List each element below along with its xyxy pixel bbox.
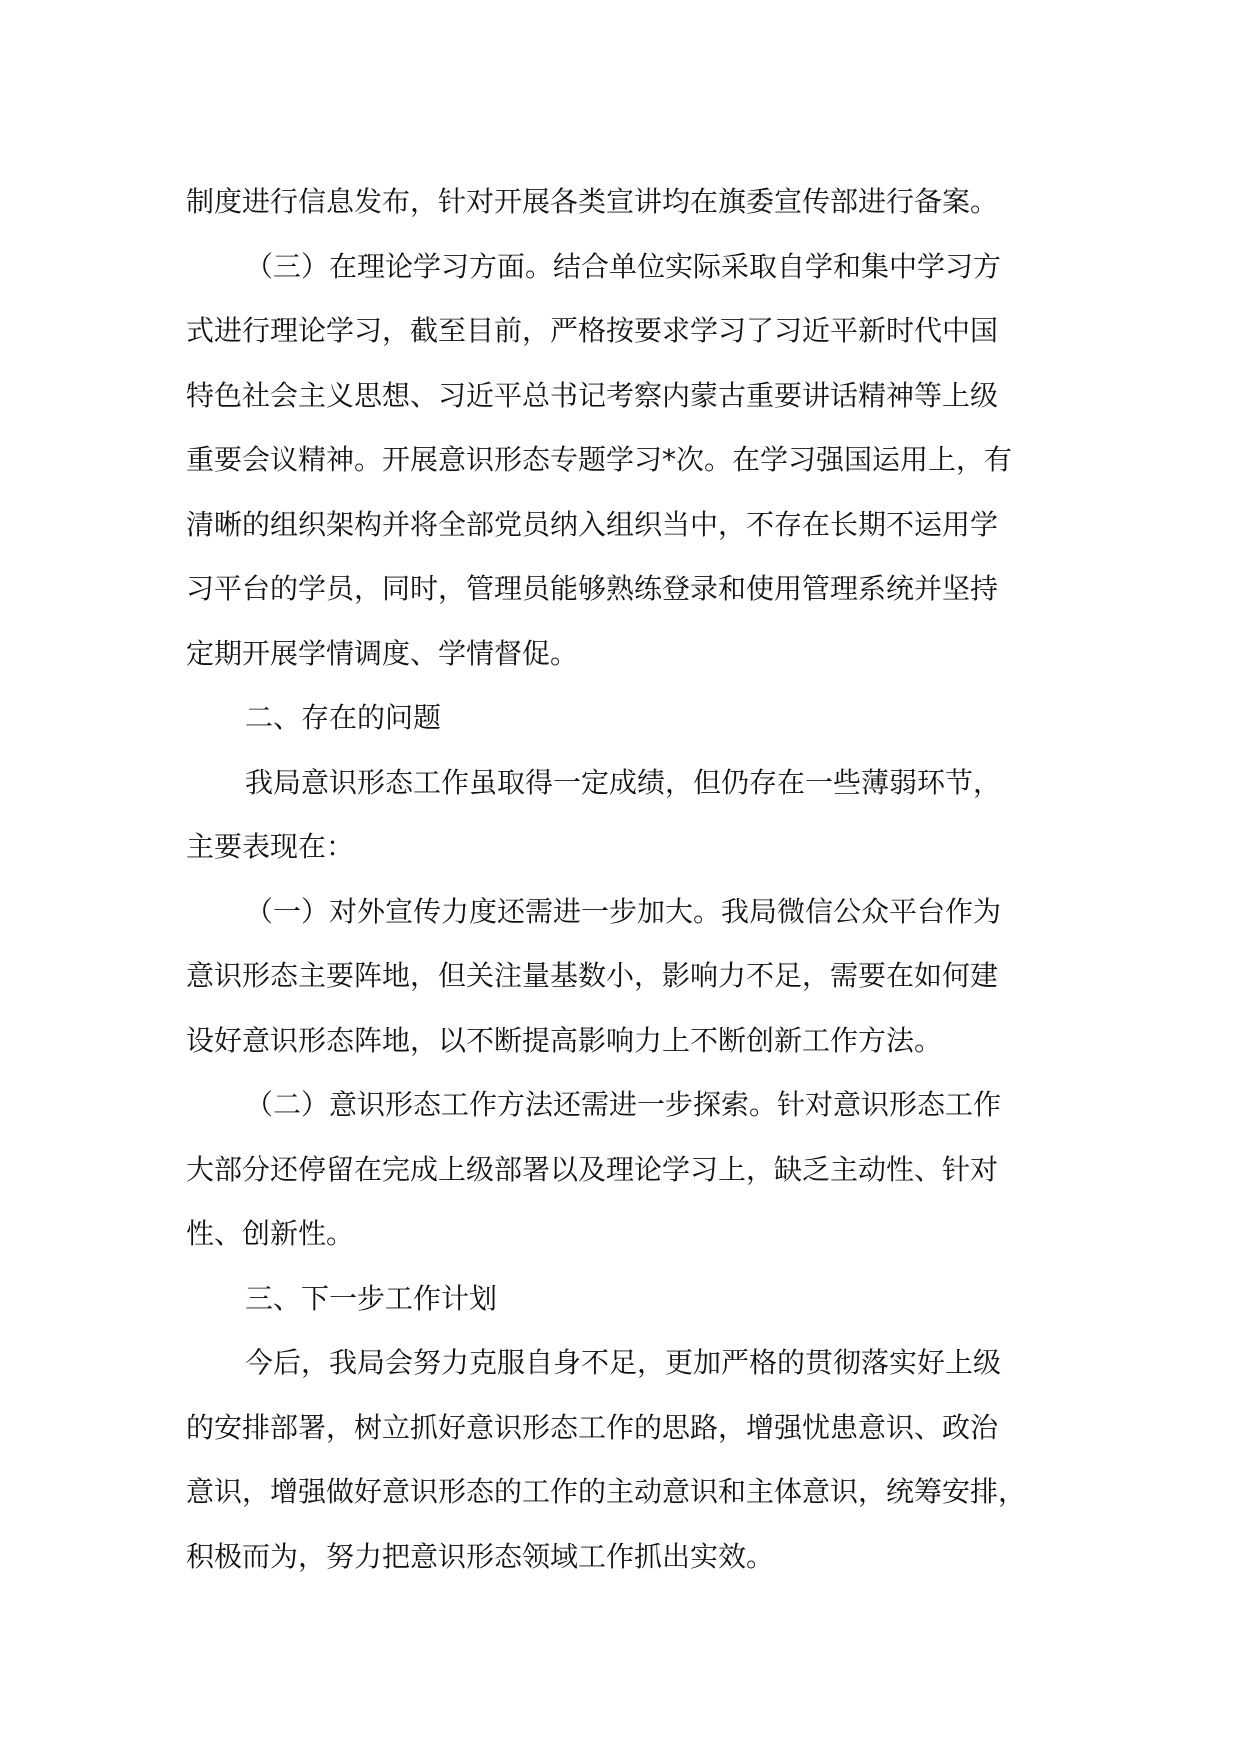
document-body xyxy=(186,170,1086,1589)
text-line: 设好意识形态阵地，以不断提高影响力上不断创新工作方法。 xyxy=(186,1023,943,1057)
text-line: 今后，我局会努力克服自身不足，更加严格的贯彻落实好上级 xyxy=(245,1346,1002,1379)
text-line: 性、创新性。 xyxy=(186,1217,355,1250)
text-line: 大部分还停留在完成上级部署以及理论学习上，缺乏主动性、针对 xyxy=(186,1152,999,1186)
text-line: 我局意识形态工作虽取得一定成绩，但仍存在一些薄弱环节， xyxy=(245,765,1002,799)
text-line: 三、下一步工作计划 xyxy=(245,1281,498,1315)
text-line: 重要会议精神。开展意识形态专题学习*次。在学习强国运用上，有 xyxy=(186,443,1013,476)
text-line: 习平台的学员，同时，管理员能够熟练登录和使用管理系统并坚持 xyxy=(186,572,999,605)
text-line: 积极而为，努力把意识形态领域工作抓出实效。 xyxy=(186,1539,775,1573)
text-line: 式进行理论学习，截至目前，严格按要求学习了习近平新时代中国 xyxy=(186,314,999,347)
text-line: 二、存在的问题 xyxy=(245,701,442,734)
text-line: 制度进行信息发布，针对开展各类宣讲均在旗委宣传部进行备案。 xyxy=(186,185,999,218)
text-line: （二）意识形态工作方法还需进一步探索。针对意识形态工作 xyxy=(245,1088,1002,1121)
text-line: 意识，增强做好意识形态的工作的主动意识和主体意识，统筹安排， xyxy=(186,1475,1027,1508)
text-line: 意识形态主要阵地，但关注量基数小，影响力不足，需要在如何建 xyxy=(186,959,999,992)
text-line: 的安排部署，树立抓好意识形态工作的思路，增强忧患意识、政治 xyxy=(186,1410,999,1444)
text-line: （一）对外宣传力度还需进一步加大。我局微信公众平台作为 xyxy=(245,894,1002,928)
text-line: 特色社会主义思想、习近平总书记考察内蒙古重要讲话精神等上级 xyxy=(186,378,999,412)
text-line: 定期开展学情调度、学情督促。 xyxy=(186,636,579,670)
text-line: 清晰的组织架构并将全部党员纳入组织当中，不存在长期不运用学 xyxy=(186,507,999,541)
text-line: （三）在理论学习方面。结合单位实际采取自学和集中学习方 xyxy=(245,249,1002,283)
text-line: 主要表现在： xyxy=(186,830,355,863)
